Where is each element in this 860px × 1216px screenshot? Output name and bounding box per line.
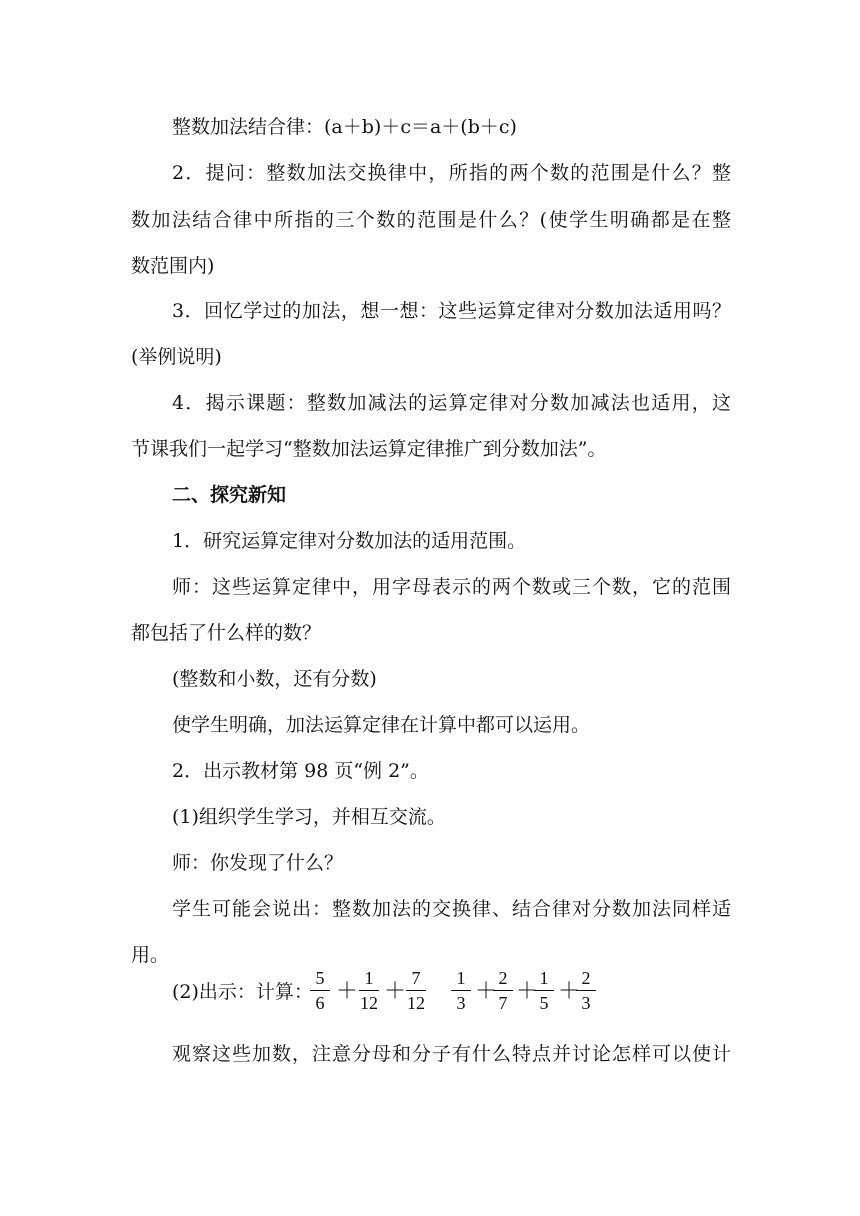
paragraph-line: 2．出示教材第 98 页“例 2”。 bbox=[172, 760, 429, 782]
paragraph-line: (整数和小数，还有分数) bbox=[172, 668, 377, 690]
numerator: 1 bbox=[456, 968, 466, 988]
fraction bbox=[533, 968, 555, 1014]
denominator: 6 bbox=[315, 993, 325, 1013]
numerator: 5 bbox=[315, 968, 325, 988]
paragraph-line: 数加法结合律中所指的三个数的范围是什么？(使学生明确都是在整 bbox=[131, 209, 731, 231]
paragraph-line: 使学生明确，加法运算定律在计算中都可以运用。 bbox=[172, 714, 591, 736]
fraction bbox=[405, 968, 427, 1014]
paragraph-line: (1)组织学生学习，并相互交流。 bbox=[172, 806, 446, 828]
paragraph-line: 1．研究运算定律对分数加法的适用范围。 bbox=[172, 530, 527, 552]
paragraph-line: 2．提问：整数加法交换律中，所指的两个数的范围是什么？整 bbox=[172, 162, 731, 184]
numerator: 2 bbox=[498, 968, 508, 988]
denominator: 7 bbox=[498, 993, 508, 1013]
section-heading: 二、探究新知 bbox=[172, 484, 287, 506]
fraction bbox=[575, 968, 597, 1014]
fraction bbox=[358, 968, 380, 1014]
paragraph-line: 数范围内) bbox=[131, 255, 215, 277]
example-label: (2)出示：计算： bbox=[172, 981, 313, 1003]
plus-sign: ＋ bbox=[558, 978, 581, 1003]
paragraph-line: (举例说明) bbox=[131, 346, 222, 368]
fraction bbox=[450, 968, 472, 1014]
numerator: 1 bbox=[539, 968, 549, 988]
plus-sign: ＋ bbox=[384, 978, 407, 1003]
plus-sign: ＋ bbox=[516, 978, 539, 1003]
denominator: 3 bbox=[581, 993, 591, 1013]
fraction bbox=[492, 968, 514, 1014]
paragraph-line: 都包括了什么样的数？ bbox=[131, 622, 322, 644]
denominator: 3 bbox=[456, 993, 466, 1013]
fraction bbox=[309, 968, 331, 1014]
paragraph-line: 师：这些运算定律中，用字母表示的两个数或三个数，它的范围 bbox=[172, 576, 731, 598]
paragraph-line: 用。 bbox=[131, 944, 170, 966]
example-calculation bbox=[172, 968, 732, 1018]
numerator: 2 bbox=[581, 968, 591, 988]
plus-sign: ＋ bbox=[475, 978, 498, 1003]
denominator: 12 bbox=[360, 993, 378, 1013]
paragraph-line: 4．揭示课题：整数加减法的运算定律对分数加减法也适用，这 bbox=[172, 392, 731, 414]
formula-associative-law: 整数加法结合律：(a＋b)＋c＝a＋(b＋c) bbox=[172, 116, 517, 138]
paragraph-line: 学生可能会说出：整数加法的交换律、结合律对分数加法同样适 bbox=[172, 898, 731, 920]
paragraph-line: 3．回忆学过的加法，想一想：这些运算定律对分数加法适用吗？ bbox=[172, 300, 731, 322]
paragraph-line: 师：你发现了什么？ bbox=[172, 852, 344, 874]
plus-sign: ＋ bbox=[336, 978, 359, 1003]
numerator: 7 bbox=[411, 968, 421, 988]
paragraph-line: 观察这些加数，注意分母和分子有什么特点并讨论怎样可以使计 bbox=[172, 1043, 731, 1065]
denominator: 5 bbox=[539, 993, 549, 1013]
numerator: 1 bbox=[364, 968, 374, 988]
denominator: 12 bbox=[407, 993, 425, 1013]
paragraph-line: 节课我们一起学习“整数加法运算定律推广到分数加法”。 bbox=[131, 438, 607, 460]
